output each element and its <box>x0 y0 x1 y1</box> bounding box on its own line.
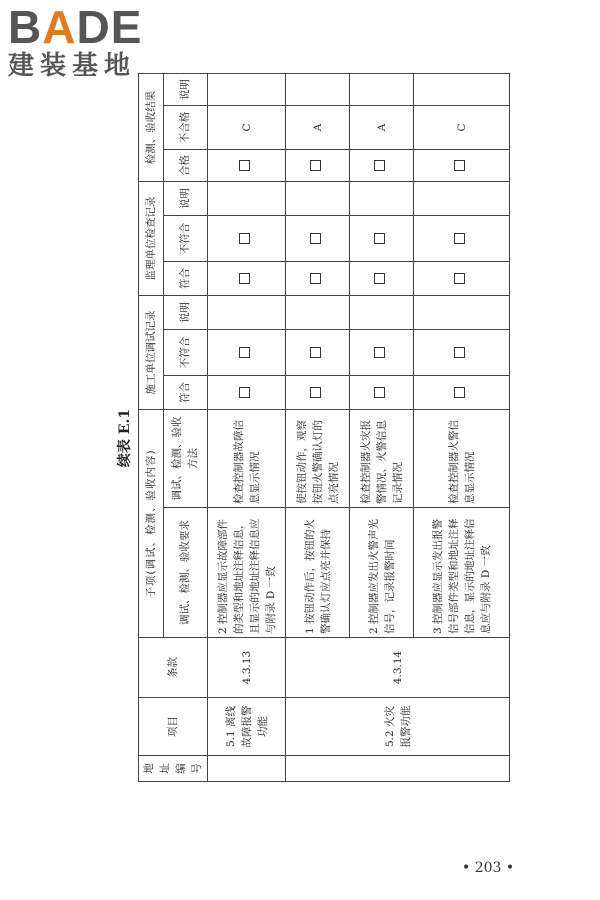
construction-note-cell <box>414 295 510 329</box>
header-note: 说明 <box>163 181 207 215</box>
header-inspection-result: 检测、验收结果 <box>139 73 164 181</box>
supervision-nonconform-checkbox[interactable] <box>310 233 321 244</box>
supervision-nonconform-checkbox[interactable] <box>454 233 465 244</box>
construction-note-cell <box>350 295 414 329</box>
header-row-1 <box>139 73 164 781</box>
header-note: 说明 <box>163 295 207 329</box>
item-cell: 5.1 离线故障报警功能 <box>208 698 286 756</box>
supervision-note-cell <box>350 181 414 215</box>
header-fail: 不合格 <box>163 105 207 149</box>
table-row <box>286 73 350 781</box>
construction-conform-checkbox[interactable] <box>374 387 385 398</box>
header-subitem-group: 子项(调试、检测、验收内容) <box>139 409 164 637</box>
supervision-nonconform-checkbox[interactable] <box>239 233 250 244</box>
header-conform: 符合 <box>163 261 207 295</box>
supervision-note-cell <box>208 181 286 215</box>
address-no-cell <box>208 756 286 782</box>
result-pass-checkbox[interactable] <box>374 160 385 171</box>
table-title: 续表 E.1 <box>117 408 133 468</box>
logo-wordmark: BADE <box>8 1 143 53</box>
result-note-cell <box>350 73 414 105</box>
logo-subtitle: 建装基地 <box>8 51 137 81</box>
construction-note-cell <box>286 295 350 329</box>
header-conform: 符合 <box>163 375 207 409</box>
method-cell: 检查控制器火灾报警情况、火警信息记录情况 <box>350 409 414 507</box>
requirement-cell: 2 控制器应显示故障部件的类型和地址注释信息，且显示的地址注释信息应与附录 D 一致 <box>208 508 286 638</box>
clause-cell: 4.3.13 <box>208 638 286 698</box>
header-requirement: 调试、检测、验收要求 <box>163 508 207 638</box>
construction-conform-checkbox[interactable] <box>239 387 250 398</box>
clause-cell: 4.3.14 <box>286 638 510 698</box>
supervision-nonconform-checkbox[interactable] <box>374 233 385 244</box>
rotated-table-region <box>112 78 506 782</box>
result-note-cell <box>286 73 350 105</box>
requirement-cell: 2 控制器应发出火警声光信号，记录报警时间 <box>350 508 414 638</box>
requirement-cell: 1 按钮动作后，按钮的火警确认灯应点亮并保持 <box>286 508 350 638</box>
result-grade: C <box>208 105 286 149</box>
result-pass-checkbox[interactable] <box>310 160 321 171</box>
method-cell: 检查控制器故障信息显示情况 <box>208 409 286 507</box>
construction-nonconform-checkbox[interactable] <box>374 347 385 358</box>
header-item: 项目 <box>139 698 208 756</box>
construction-nonconform-checkbox[interactable] <box>239 347 250 358</box>
supervision-note-cell <box>286 181 350 215</box>
header-address-no: 地址编号 <box>139 756 208 782</box>
requirement-cell: 3 控制器应显示发出报警信号部件类型和地址注释信息，显示的地址注释信息应与附录 D 一致 <box>414 508 510 638</box>
result-note-cell <box>208 73 286 105</box>
supervision-conform-checkbox[interactable] <box>239 273 250 284</box>
header-method: 调试、检测、验收方法 <box>163 409 207 507</box>
construction-conform-checkbox[interactable] <box>454 387 465 398</box>
header-clause: 条款 <box>139 638 208 698</box>
supervision-note-cell <box>414 181 510 215</box>
result-note-cell <box>414 73 510 105</box>
result-grade: A <box>286 105 350 149</box>
address-no-cell <box>286 756 510 782</box>
table-row <box>208 73 286 781</box>
supervision-conform-checkbox[interactable] <box>310 273 321 284</box>
construction-nonconform-checkbox[interactable] <box>454 347 465 358</box>
item-cell: 5.2 火灾报警功能 <box>286 698 510 756</box>
header-nonconform: 不符合 <box>163 329 207 375</box>
construction-nonconform-checkbox[interactable] <box>310 347 321 358</box>
method-cell: 检查控制器火警信息显示情况 <box>414 409 510 507</box>
header-construction-unit: 施工单位调试记录 <box>139 295 164 409</box>
supervision-conform-checkbox[interactable] <box>454 273 465 284</box>
construction-conform-checkbox[interactable] <box>310 387 321 398</box>
method-cell: 使按钮动作，观察按钮火警确认灯的点亮情况 <box>286 409 350 507</box>
result-grade: A <box>350 105 414 149</box>
header-nonconform: 不符合 <box>163 215 207 261</box>
page-number: • 203 • <box>462 860 515 876</box>
result-grade: C <box>414 105 510 149</box>
result-pass-checkbox[interactable] <box>239 160 250 171</box>
supervision-conform-checkbox[interactable] <box>374 273 385 284</box>
acceptance-table <box>138 73 510 782</box>
header-note: 说明 <box>163 73 207 105</box>
construction-note-cell <box>208 295 286 329</box>
result-pass-checkbox[interactable] <box>454 160 465 171</box>
header-pass: 合格 <box>163 149 207 181</box>
header-supervision-unit: 监理单位检查记录 <box>139 181 164 295</box>
brand-logo <box>8 1 143 82</box>
